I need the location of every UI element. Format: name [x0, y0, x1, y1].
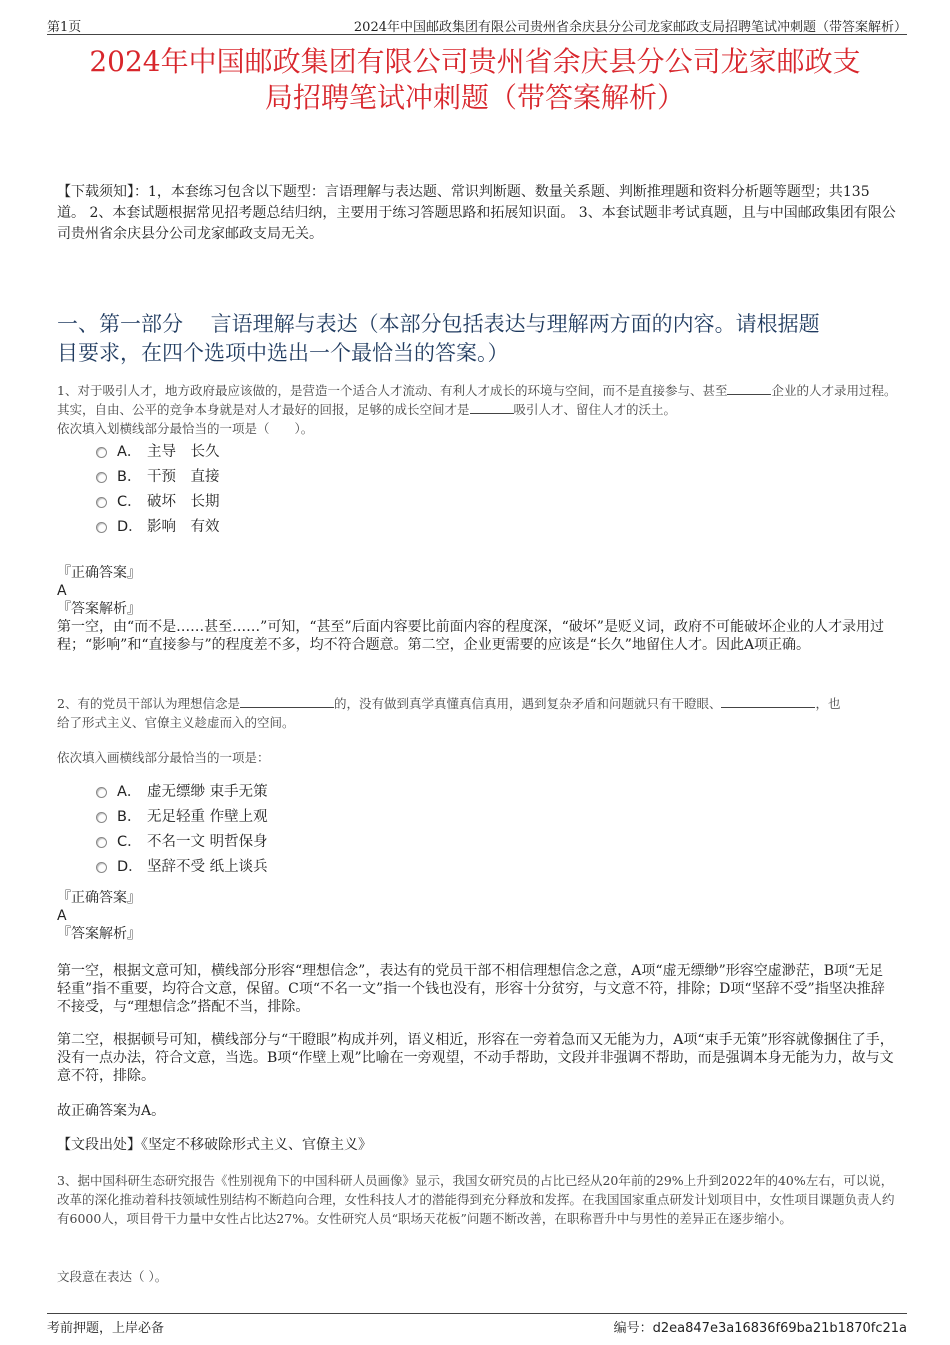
radio-icon[interactable] [96, 837, 107, 848]
q2-blank-2 [721, 695, 815, 708]
q2-stem-part-a: 2、有的党员干部认为理想信念是 [57, 696, 240, 711]
q1-stem-part-b: 企业的人才 [771, 383, 834, 398]
q1-answer: A [57, 583, 67, 599]
question-1-answer [57, 564, 897, 654]
question-3-stem: 3、据中国科研生态研究报告《性别视角下的中国科研人员画像》显示，我国女研究员的占比已经从20年前的29%上升到2022年的40%左右，可以说，改革的深化推动着科技领域性别结构不断趋向合理，女性科技人才的潜能得到充分释放和发挥。在我国国家重点研发计划项目中，女性项目课题负责人约有6000人，项目骨干力量中女性占比达27%。女性研究人员“职场天花板”问题不断改善，在职称晋升中与男性的差异正在逐步缩小。 [57, 1173, 895, 1226]
option-letter: B． [117, 809, 142, 825]
q1-option-c[interactable] [96, 490, 220, 515]
option-letter: D． [117, 859, 143, 875]
footer-slogan: 考前押题，上岸必备 [47, 1321, 165, 1336]
option-letter: A． [117, 784, 142, 800]
footer-code-value: d2ea847e3a16836f69ba21b1870fc21a [652, 1321, 907, 1336]
section-heading [57, 310, 897, 368]
q1-option-b[interactable] [96, 465, 220, 490]
option-text: 无足轻重 作壁上观 [147, 809, 268, 825]
section-heading-line-1: 一、第一部分 言语理解与表达（本部分包括表达与理解两方面的内容。请根据题 [57, 312, 820, 336]
q2-analysis-label: 『答案解析』 [57, 926, 141, 942]
header-doc-title: 2024年中国邮政集团有限公司贵州省余庆县分公司龙家邮政支局招聘笔试冲刺题（带答案解析） [353, 20, 907, 35]
q2-blank-1 [240, 695, 334, 708]
section-heading-line-2: 目要求，在四个选项中选出一个最恰当的答案。） [57, 341, 509, 365]
q2-option-d[interactable] [96, 855, 268, 880]
q2-option-b[interactable] [96, 805, 268, 830]
option-letter: C． [117, 494, 142, 510]
q2-answer: A [57, 908, 67, 924]
q2-stem-part-d: 给了形式主义、官僚主义趁虚而入的空间。 [57, 715, 295, 730]
q2-stem-part-c: ，也 [815, 696, 841, 711]
q2-stem-part-b: 的，没有做到真学真懂真信真用，遇到复杂矛盾和问题就只有干瞪眼、 [333, 696, 722, 711]
option-text: 坚辞不受 纸上谈兵 [147, 859, 268, 875]
page-header [47, 14, 907, 35]
option-text: 影响 有效 [147, 519, 220, 535]
q1-stem-part-c: 录用过程。其实，自由、公平的竞争本身就是对人才最好的回报，足够的成长空间才是 [57, 383, 897, 417]
radio-icon[interactable] [96, 862, 107, 873]
q1-analysis: 第一空，由“而不是……甚至……”可知，“甚至”后面内容要比前面内容的程度深，“破坏”是贬义词，政府不可能破坏企业的人才录用过程；“影响”和“直接参与”的程度差不多，均不符合题意。第二空，企业更需要的应该是“长久”地留住人才。因此A项正确。 [57, 619, 884, 653]
q2-analysis-para-1: 第一空，根据文意可知，横线部分形容“理想信念”，表达有的党员干部不相信理想信念之意，A项“虚无缥缈”形容空虚渺茫，B项“无足轻重”指不重要，均符合文意，保留。C项“不名一文”指一个钱也没有，形容十分贫穷，与文意不符，排除；D项“坚辞不受”指坚决推辞不接受，与“理想信念”搭配不当，排除。 [57, 963, 885, 1015]
footer-code [614, 1317, 907, 1336]
title-line-1: 2024年中国邮政集团有限公司贵州省余庆县分公司龙家邮政支 [89, 45, 861, 78]
q2-option-a[interactable] [96, 780, 268, 805]
q2-analysis-para-2: 第二空，根据顿号可知，横线部分与“干瞪眼”构成并列，语义相近，形容在一旁着急而又无能为力，A项“束手无策”形容就像捆住了手，没有一点办法，符合文意，当选。B项“作壁上观”比喻在一旁观望，不动手帮助，文段并非强调不帮助，而是强调本身无能为力，故与文意不符，排除。 [57, 1032, 894, 1084]
option-text: 干预 直接 [147, 469, 220, 485]
q2-conclusion: 故正确答案为A。 [57, 1103, 166, 1119]
q3-prompt: 文段意在表达（ ）。 [57, 1269, 168, 1284]
radio-icon[interactable] [96, 447, 107, 458]
option-text: 破坏 长期 [147, 494, 220, 510]
radio-icon[interactable] [96, 787, 107, 798]
q2-prompt: 依次填入画横线部分最恰当的一项是： [57, 750, 270, 765]
page-footer [47, 1313, 907, 1336]
radio-icon[interactable] [96, 522, 107, 533]
question-2-stem [57, 694, 897, 732]
option-letter: D． [117, 519, 143, 535]
q1-blank-1 [727, 382, 771, 395]
q2-option-c[interactable] [96, 830, 268, 855]
q2-source: 【文段出处】《坚定不移破除形式主义、官僚主义》 [57, 1137, 372, 1153]
option-text: 主导 长久 [147, 444, 220, 460]
question-1-options [96, 440, 220, 540]
option-letter: B． [117, 469, 142, 485]
q1-option-d[interactable] [96, 515, 220, 540]
radio-icon[interactable] [96, 812, 107, 823]
q1-prompt: 依次填入划横线部分最恰当的一项是（ ）。 [57, 421, 314, 436]
radio-icon[interactable] [96, 497, 107, 508]
option-letter: C． [117, 834, 142, 850]
q1-analysis-label: 『答案解析』 [57, 601, 141, 617]
q2-answer-label: 『正确答案』 [57, 890, 141, 906]
page-number: 第1页 [47, 20, 82, 35]
title-line-2: 局招聘笔试冲刺题（带答案解析） [264, 81, 685, 114]
question-2-answer [57, 889, 897, 943]
q1-blank-2 [470, 401, 514, 414]
option-text: 虚无缥缈 束手无策 [147, 784, 268, 800]
download-notice: 【下载须知】：1，本套练习包含以下题型：言语理解与表达题、常识判断题、数量关系题、判断推理题和资料分析题等题型；共135道。 2、本套试题根据常见招考题总结归纳，主要用于练习答题思路和拓展知识面。 3、本套试题非考试真题，且与中国邮政集团有限公司贵州省余庆县分公司龙家邮政支局无关。 [57, 184, 896, 242]
radio-icon[interactable] [96, 472, 107, 483]
option-letter: A． [117, 444, 142, 460]
document-title [40, 44, 910, 116]
q1-answer-label: 『正确答案』 [57, 565, 141, 581]
q1-option-a[interactable] [96, 440, 220, 465]
q1-stem-part-d: 吸引人才、留住人才的沃土。 [513, 402, 677, 417]
footer-code-label: 编号： [613, 1321, 653, 1336]
q1-stem-part-a: 1、对于吸引人才，地方政府最应该做的，是营造一个适合人才流动、有利人才成长的环境与空间，而不是直接参与、甚至 [57, 383, 728, 398]
question-1-stem [57, 381, 897, 438]
option-text: 不名一文 明哲保身 [147, 834, 268, 850]
question-2-options [96, 780, 268, 880]
